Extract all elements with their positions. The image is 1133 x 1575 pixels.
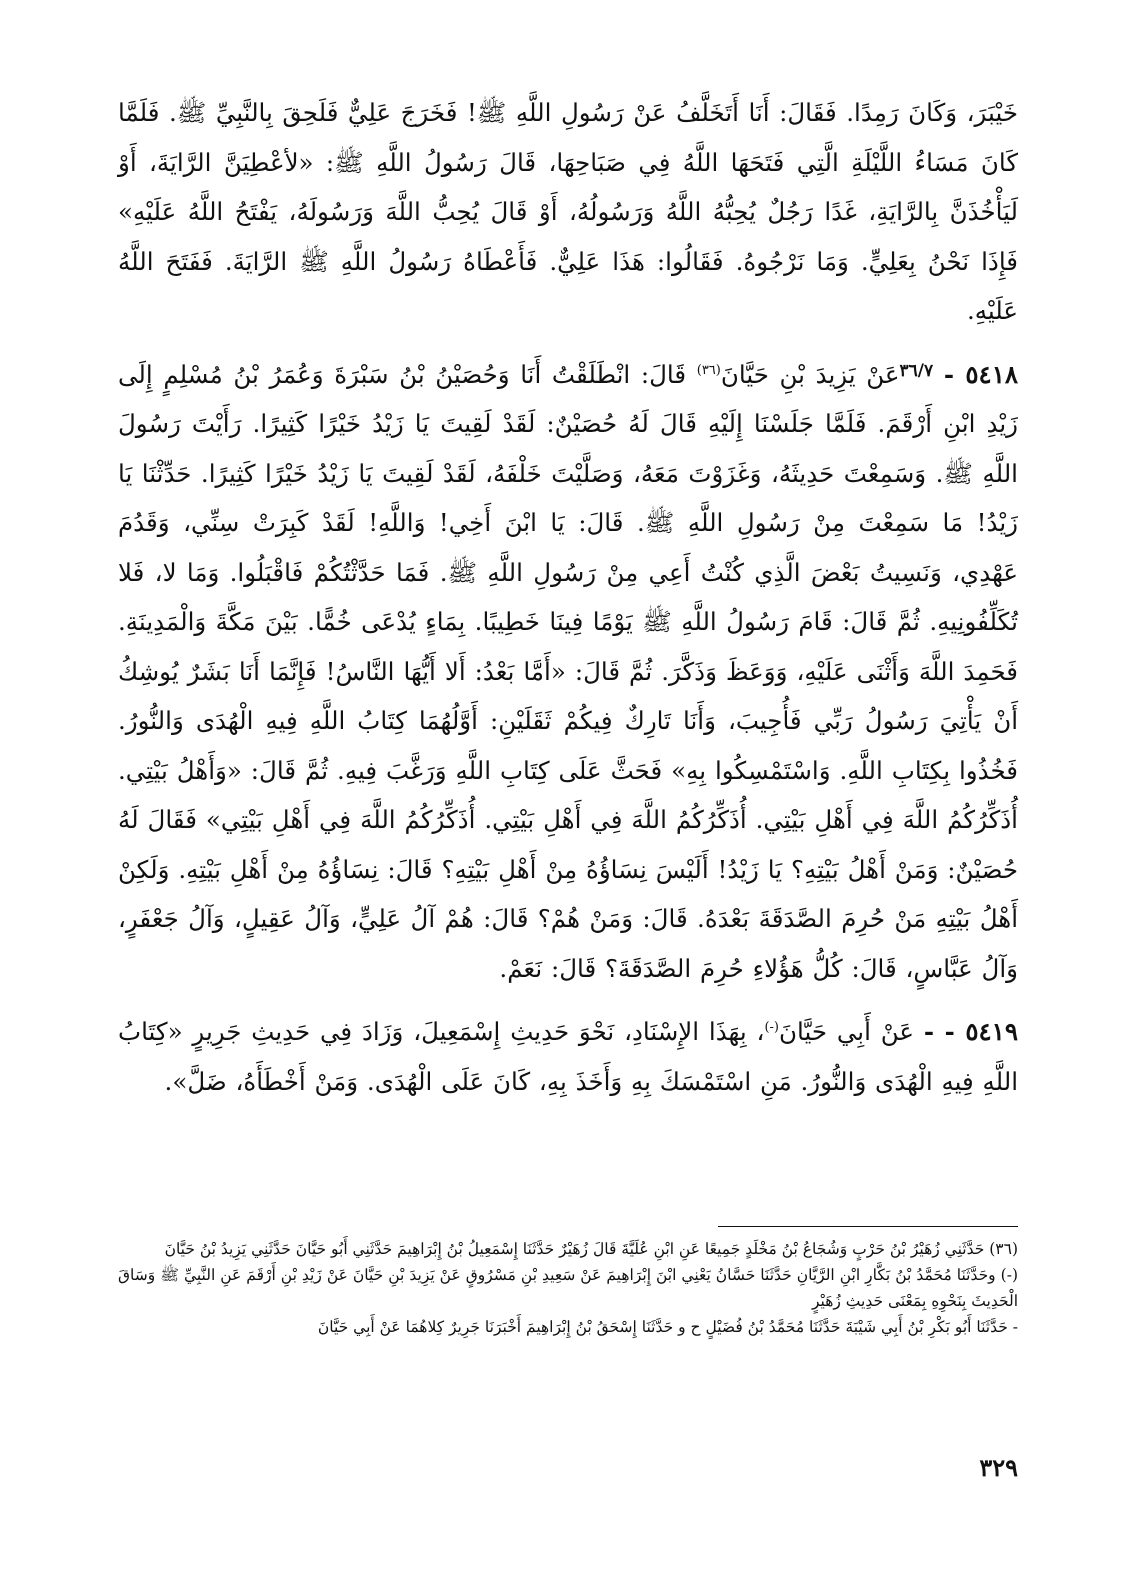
footnote-ref: (-)	[764, 1020, 779, 1036]
hadith-body: ، بِهَذَا الإِسْنَادِ، نَحْوَ حَدِيثِ إِسْمَعِيلَ، وَزَادَ فِي حَدِيثِ جَرِيرٍ «كِتَابُ اللَّهِ فِيهِ الْهُدَى وَالنُّورُ. مَنِ اسْتَمْسَكَ بِهِ وَأَخَذَ بِهِ، كَانَ عَلَى الْهُدَى. وَمَنْ أَخْطَأَهُ، ضَلَّ».	[118, 1017, 1018, 1096]
footnote-divider	[718, 1226, 1018, 1227]
page	[118, 88, 1018, 1528]
footnotes	[118, 1236, 1018, 1340]
footnote-ref: (٣٦)	[696, 362, 721, 378]
hadith-opening: عَنْ يَزِيدَ بْنِ حَيَّانَ	[720, 359, 900, 389]
footnote-continuation: - حَدَّثَنَا أَبُو بَكْرِ بْنُ أَبِي شَيْبَةَ حَدَّثَنَا مُحَمَّدُ بْنُ فُضَيْلٍ ح و حَدَّثَنَا إِسْحَقُ بْنُ إِبْرَاهِيمَ أَخْبَرَنَا جَرِيرٌ كِلاهُمَا عَنْ أَبِي حَيَّانَ	[317, 1318, 1018, 1336]
hadith-number: ٥٤١٨ -	[943, 359, 1019, 389]
page-number: ٣٢٩	[979, 1453, 1018, 1482]
hadith-opening: عَنْ أَبِي حَيَّانَ	[778, 1017, 914, 1047]
hadith-body: قَالَ: انْطَلَقْتُ أَنَا وَحُصَيْنُ بْنُ سَبْرَةَ وَعُمَرُ بْنُ مُسْلِمٍ إِلَى زَيْدِ ابْنِ أَرْقَمَ. فَلَمَّا جَلَسْنَا إِلَيْهِ قَالَ لَهُ حُصَيْنٌ: لَقَدْ لَقِيتَ يَا زَيْدُ خَيْرًا كَثِيرًا. رَأَيْتَ رَسُولَ اللَّهِ ﷺ. وَسَمِعْتَ حَدِيثَهُ، وَغَزَوْتَ مَعَهُ، وَصَلَّيْتَ خَلْفَهُ، لَقَدْ لَقِيتَ يَا زَيْدُ خَيْرًا كَثِيرًا. حَدِّثْنَا يَا زَيْدُ! مَا سَمِعْتَ مِنْ رَسُولِ اللَّهِ ﷺ. قَالَ: يَا ابْنَ أَخِي! وَاللَّهِ! لَقَدْ كَبِرَتْ سِنِّي، وَقَدُمَ عَهْدِي، وَنَسِيتُ بَعْضَ الَّذِي كُنْتُ أَعِي مِنْ رَسُولِ اللَّهِ ﷺ. فَمَا حَدَّثْتُكُمْ فَاقْبَلُوا. وَمَا لا، فَلا تُكَلِّفُونِيهِ. ثُمَّ قَالَ: قَامَ رَسُولُ اللَّهِ ﷺ يَوْمًا فِينَا خَطِيبًا. بِمَاءٍ يُدْعَى خُمًّا. بَيْنَ مَكَّةَ وَالْمَدِينَةِ. فَحَمِدَ اللَّهَ وَأَثْنَى عَلَيْهِ، وَوَعَظَ وَذَكَّرَ. ثُمَّ قَالَ: «أَمَّا بَعْدُ: أَلا أَيُّهَا النَّاسُ! فَإِنَّمَا أَنَا بَشَرٌ يُوشِكُ أَنْ يَأْتِيَ رَسُولُ رَبِّي فَأُجِيبَ، وَأَنَا تَارِكٌ فِيكُمْ ثَقَلَيْنِ: أَوَّلُهُمَا كِتَابُ اللَّهِ فِيهِ الْهُدَى وَالنُّورُ. فَخُذُوا بِكِتَابِ اللَّهِ. وَاسْتَمْسِكُوا بِهِ» فَحَثَّ عَلَى كِتَابِ اللَّهِ وَرَغَّبَ فِيهِ. ثُمَّ قَالَ: «وَأَهْلُ بَيْتِي. أُذَكِّرُكُمُ اللَّهَ فِي أَهْلِ بَيْتِي. أُذَكِّرُكُمُ اللَّهَ فِي أَهْلِ بَيْتِي. أُذَكِّرُكُمُ اللَّهَ فِي أَهْلِ بَيْتِي» فَقَالَ لَهُ حُصَيْنٌ: وَمَنْ أَهْلُ بَيْتِهِ؟ يَا زَيْدُ! أَلَيْسَ نِسَاؤُهُ مِنْ أَهْلِ بَيْتِهِ؟ قَالَ: نِسَاؤُهُ مِنْ أَهْلِ بَيْتِهِ. وَلَكِنْ أَهْلُ بَيْتِهِ مَنْ حُرِمَ الصَّدَقَةَ بَعْدَهُ. قَالَ: وَمَنْ هُمْ؟ قَالَ: هُمْ آلُ عَلِيٍّ، وَآلُ عَقِيلٍ، وَآلُ جَعْفَرٍ، وَآلُ عَبَّاسٍ، قَالَ: كُلُّ هَؤُلاءِ حُرِمَ الصَّدَقَةَ؟ قَالَ: نَعَمْ.	[118, 359, 1018, 983]
hadith-5418	[118, 346, 1018, 994]
intro-paragraph: خَيْبَرَ، وَكَانَ رَمِدًا. فَقَالَ: أَنَا أَتَخَلَّفُ عَنْ رَسُولِ اللَّهِ ﷺ! فَخَرَجَ عَلِيٌّ فَلَحِقَ بِالنَّبِيِّ ﷺ. فَلَمَّا كَانَ مَسَاءُ اللَّيْلَةِ الَّتِي فَتَحَهَا اللَّهُ فِي صَبَاحِهَا، قَالَ رَسُولُ اللَّهِ ﷺ: «لأعْطِيَنَّ الرَّايَةَ، أَوْ لَيَأْخُذَنَّ بِالرَّايَةِ، غَدًا رَجُلٌ يُحِبُّهُ اللَّهُ وَرَسُولُهُ، أَوْ قَالَ يُحِبُّ اللَّهَ وَرَسُولَهُ، يَفْتَحُ اللَّهُ عَلَيْهِ» فَإِذَا نَحْنُ بِعَلِيٍّ. وَمَا نَرْجُوهُ. فَقَالُوا: هَذَا عَلِيٌّ. فَأَعْطَاهُ رَسُولُ اللَّهِ ﷺ الرَّايَةَ. فَفَتَحَ اللَّهُ عَلَيْهِ.	[118, 98, 1018, 325]
footnote-dash: (-) وحَدَّثَنَا مُحَمَّدُ بْنُ بَكَّارِ ابْنِ الرَّيَّانِ حَدَّثَنَا حَسَّانُ يَعْنِي ابْنَ إِبْرَاهِيمَ عَنْ سَعِيدِ بْنِ مَسْرُوقٍ عَنْ يَزِيدَ بْنِ حَيَّانَ عَنْ زَيْدِ بْنِ أَرْقَمَ عَنِ النَّبِيِّ ﷺ وَسَاقَ الْحَدِيثَ بِنَحْوِهِ بِمَعْنَى حَدِيثِ زُهَيْرٍ	[118, 1266, 1018, 1310]
hadith-5419	[118, 1003, 1018, 1106]
hadith-fraction: ٣٦/٧	[899, 360, 934, 381]
hadith-number: ٥٤١٩ - -	[923, 1017, 1018, 1047]
footnote-36: (٣٦) حَدَّثَنِي زُهَيْرُ بْنُ حَرْبٍ وَشُجَاعُ بْنُ مَخْلَدٍ جَمِيعًا عَنِ ابْنِ عُلَيَّةَ قَالَ زُهَيْرٌ حَدَّثَنَا إِسْمَعِيلُ بْنُ إِبْرَاهِيمَ حَدَّثَنِي أَبُو حَيَّانَ حَدَّثَنِي يَزِيدُ بْنُ حَيَّانَ	[164, 1240, 1018, 1258]
